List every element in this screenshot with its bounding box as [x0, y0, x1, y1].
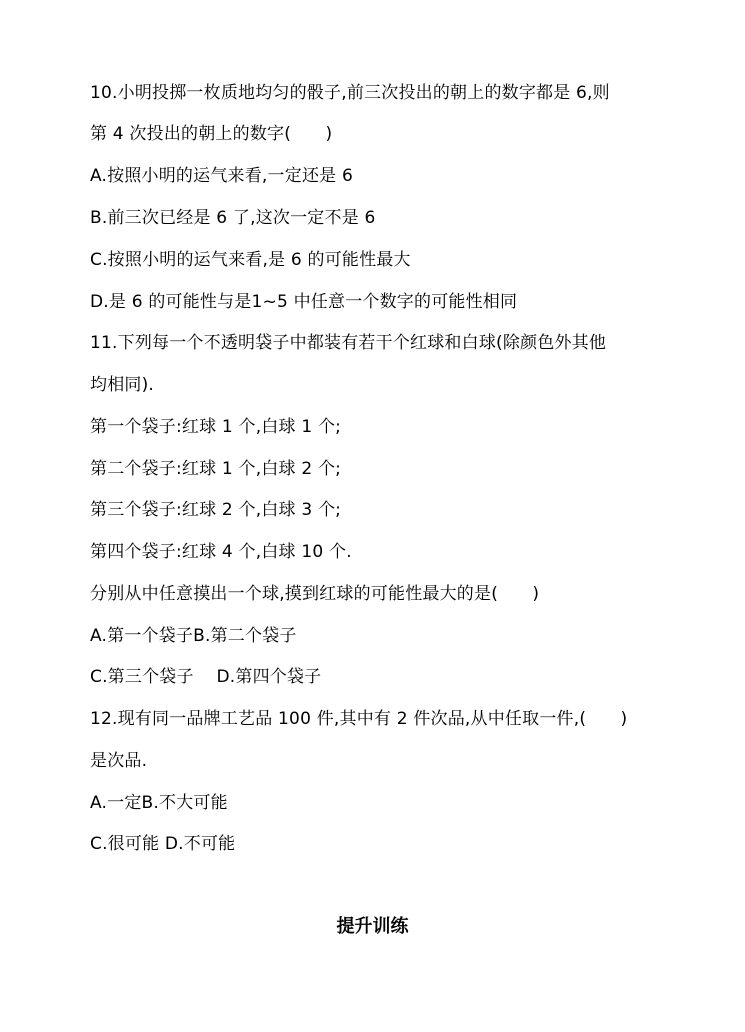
q10-option-a: A.按照小明的运气来看,一定还是 6 [90, 166, 353, 186]
q11-bag-3: 第三个袋子:红球 2 个,白球 3 个; [90, 500, 342, 520]
q11-stem-line-1: 11.下列每一个不透明袋子中都装有若干个红球和白球(除颜色外其他 [90, 333, 607, 353]
q11-options-cd: C.第三个袋子 D.第四个袋子 [90, 667, 322, 687]
q11-options-ab: A.第一个袋子B.第二个袋子 [90, 626, 297, 646]
q12-stem-line-2: 是次品. [90, 751, 148, 771]
q11-bag-1: 第一个袋子:红球 1 个,白球 1 个; [90, 417, 342, 437]
q11-stem-line-2: 均相同). [90, 375, 155, 395]
q11-bag-4: 第四个袋子:红球 4 个,白球 10 个. [90, 542, 352, 562]
q12-stem-line-1: 12.现有同一品牌工艺品 100 件,其中有 2 件次品,从中任取一件,( ) [90, 709, 628, 729]
q10-option-b: B.前三次已经是 6 了,这次一定不是 6 [90, 208, 376, 228]
q10-stem-line-1: 10.小明投掷一枚质地均匀的骰子,前三次投出的朝上的数字都是 6,则 [90, 83, 610, 103]
q11-question: 分别从中任意摸出一个球,摸到红球的可能性最大的是( ) [90, 584, 540, 604]
q12-options-cd: C.很可能 D.不可能 [90, 834, 236, 854]
q10-stem-line-2: 第 4 次投出的朝上的数字( ) [90, 124, 333, 144]
q10-option-d: D.是 6 的可能性与是1~5 中任意一个数字的可能性相同 [90, 292, 518, 312]
q10-option-c: C.按照小明的运气来看,是 6 的可能性最大 [90, 250, 411, 270]
section-title: 提升训练 [336, 916, 409, 937]
q11-bag-2: 第二个袋子:红球 1 个,白球 2 个; [90, 459, 342, 479]
q12-options-ab: A.一定B.不大可能 [90, 793, 228, 813]
